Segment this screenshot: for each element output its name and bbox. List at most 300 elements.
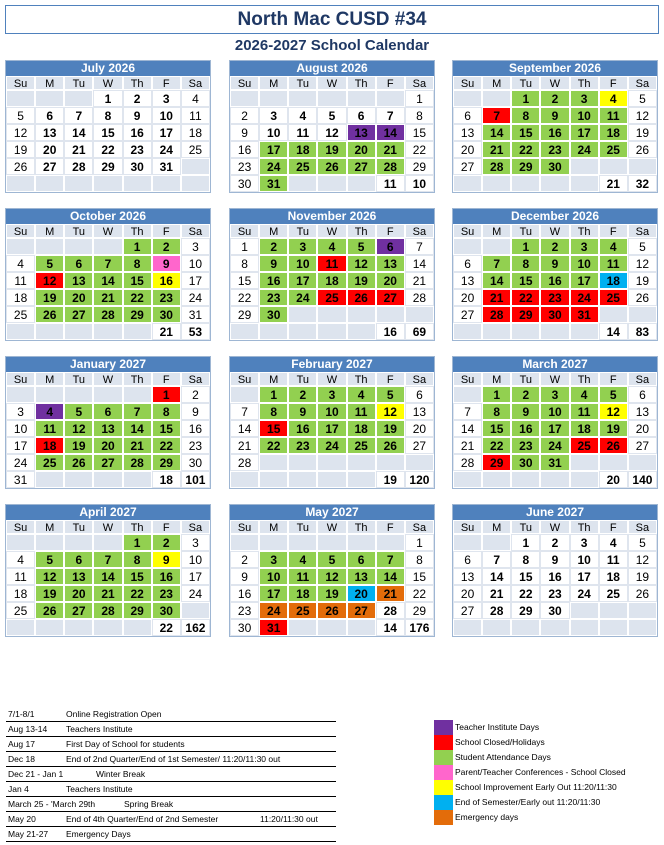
day-cell: 4 [181,90,210,107]
note-text: Online Registration Open [66,709,162,719]
month-calendar [229,356,435,489]
day-cell: 16 [230,141,259,158]
weekday-header: M [259,372,288,386]
day-cell: 23 [540,141,569,158]
day-cell: 16 [511,420,540,437]
day-cell: 28 [230,454,259,471]
day-cell: 25 [6,306,35,323]
day-cell: 26 [628,141,657,158]
day-cell: 26 [35,602,64,619]
weekday-header: W [317,224,346,238]
empty-cell [599,158,628,175]
month-grid [230,520,434,636]
weekday-header: M [259,224,288,238]
empty-cell [181,175,210,192]
day-cell: 7 [93,255,122,272]
legend-label: Emergency days [455,812,519,822]
day-cell: 15 [482,420,511,437]
weekday-header: Tu [511,76,540,90]
empty-cell [230,471,259,488]
day-cell: 8 [259,403,288,420]
day-cell: 7 [482,107,511,124]
day-cell: 13 [376,255,405,272]
note-date: March 25 - 'March 29th [8,799,96,809]
empty-cell [482,238,511,255]
day-cell: 14 [482,568,511,585]
day-cell: 21 [453,437,482,454]
weekday-header: Th [570,520,599,534]
day-cell: 25 [6,602,35,619]
empty-cell [317,306,346,323]
note-date: 7/1-8/1 [8,709,35,719]
empty-cell [123,619,152,636]
empty-cell [230,386,259,403]
weekday-header: Sa [405,520,434,534]
empty-cell [599,454,628,471]
note-date: May 21-27 [8,829,49,839]
day-cell: 16 [123,124,152,141]
legend-swatch [434,735,453,750]
weekday-header: M [482,520,511,534]
day-cell: 8 [152,403,181,420]
weekday-header: W [317,372,346,386]
day-cell: 12 [6,124,35,141]
weekday-header: Su [230,520,259,534]
empty-cell [540,471,569,488]
empty-cell [288,534,317,551]
month-calendar [5,60,211,193]
weekday-header: M [35,372,64,386]
day-cell: 4 [599,90,628,107]
empty-cell [6,323,35,340]
day-cell: 20 [453,585,482,602]
empty-cell [405,306,434,323]
day-cell: 29 [511,306,540,323]
day-cell: 11 [347,403,376,420]
weekday-header: Tu [288,520,317,534]
weekday-header: Th [570,76,599,90]
day-cell: 6 [347,551,376,568]
day-cell: 11 [6,568,35,585]
day-cell: 7 [376,107,405,124]
empty-cell [453,471,482,488]
empty-cell [599,619,628,636]
month-grid [6,372,210,488]
day-cell: 23 [181,437,210,454]
day-cell: 6 [628,386,657,403]
day-cell: 1 [405,90,434,107]
day-cell: 13 [347,124,376,141]
note-row [6,797,336,812]
day-cell: 27 [453,158,482,175]
day-cell: 25 [181,141,210,158]
day-cell: 4 [570,386,599,403]
month-grid [453,520,657,636]
day-cell: 25 [570,437,599,454]
month-calendar [5,504,211,637]
day-cell: 3 [570,238,599,255]
day-cell: 11 [35,420,64,437]
day-cell: 10 [540,403,569,420]
day-cell: 31 [181,306,210,323]
day-cell: 16 [152,272,181,289]
day-cell: 30 [230,175,259,192]
day-cell: 22 [230,289,259,306]
day-cell: 1 [511,238,540,255]
weekday-header: Th [570,372,599,386]
legend-label: End of Semester/Early out 11:20/11:30 [455,797,601,807]
day-cell: 9 [152,551,181,568]
day-cell: 18 [599,568,628,585]
note-row [6,812,336,827]
empty-cell [6,386,35,403]
day-cell: 14 [93,568,122,585]
day-cell: 23 [123,141,152,158]
day-cell: 27 [405,437,434,454]
day-cell: 16 [181,420,210,437]
day-cell: 12 [376,403,405,420]
day-cell: 12 [599,403,628,420]
day-cell: 15 [405,124,434,141]
empty-cell [453,175,482,192]
day-cell: 31 [152,158,181,175]
day-cell: 19 [317,585,346,602]
day-cell: 6 [453,255,482,272]
day-cell: 8 [511,551,540,568]
day-cell: 8 [123,551,152,568]
empty-cell [317,534,346,551]
day-cell: 23 [230,158,259,175]
legend-swatch [434,720,453,735]
legend-label: Student Attendance Days [455,752,551,762]
empty-cell [570,323,599,340]
day-cell: 18 [6,585,35,602]
empty-cell [64,471,93,488]
day-cell: 20 [347,141,376,158]
month-grid [230,76,434,192]
day-cell: 14 [453,420,482,437]
day-cell: 13 [453,124,482,141]
day-cell: 2 [540,238,569,255]
day-cell: 11 [317,255,346,272]
day-cell: 18 [347,420,376,437]
day-cell: 19 [35,289,64,306]
day-cell: 21 [64,141,93,158]
empty-cell [347,619,376,636]
day-cell: 14 [93,272,122,289]
legend-item [434,780,660,795]
day-cell: 8 [405,551,434,568]
weekday-header: F [599,76,628,90]
day-cell: 25 [599,289,628,306]
legend-label: Teacher Institute Days [455,722,540,732]
empty-cell [540,619,569,636]
empty-cell [599,306,628,323]
day-cell: 4 [35,403,64,420]
day-cell: 24 [181,289,210,306]
calendar-title: North Mac CUSD #34 [5,5,659,34]
note-text: End of 2nd Quarter/End of 1st Semester/ 11:20/11:30 out [66,754,281,764]
day-cell: 12 [317,568,346,585]
day-cell: 20 [376,272,405,289]
empty-cell [482,323,511,340]
day-cell: 13 [453,568,482,585]
empty-cell [35,323,64,340]
month-calendar [229,208,435,341]
day-cell: 5 [628,238,657,255]
day-cell: 6 [405,386,434,403]
empty-cell [181,158,210,175]
day-cell: 24 [317,437,346,454]
month-days-count: 19 [376,471,405,488]
legend-label: School Improvement Early Out 11:20/11:30 [455,782,617,792]
month-days-count: 20 [599,471,628,488]
empty-cell [453,90,482,107]
note-text: End of 4th Quarter/End of 2nd Semester [66,814,219,824]
empty-cell [405,454,434,471]
day-cell: 27 [64,306,93,323]
day-cell: 26 [35,306,64,323]
note-row [6,722,336,737]
day-cell: 7 [482,551,511,568]
day-cell: 13 [347,568,376,585]
month-grid [453,224,657,340]
month-days-count: 14 [599,323,628,340]
day-cell: 4 [6,255,35,272]
weekday-header: F [376,372,405,386]
legend-item [434,720,660,735]
day-cell: 22 [123,585,152,602]
day-cell: 20 [453,141,482,158]
cumulative-days-count: 140 [628,471,657,488]
day-cell: 5 [628,90,657,107]
empty-cell [288,619,317,636]
day-cell: 6 [64,551,93,568]
weekday-header: M [35,520,64,534]
note-row [6,827,336,842]
note-text: Spring Break [124,799,174,809]
weekday-header: W [540,76,569,90]
legend-item [434,810,660,825]
day-cell: 5 [317,107,346,124]
day-cell: 18 [599,272,628,289]
day-cell: 1 [482,386,511,403]
day-cell: 27 [64,602,93,619]
weekday-header: Sa [405,224,434,238]
weekday-header: F [152,76,181,90]
day-cell: 17 [259,141,288,158]
weekday-header: M [482,224,511,238]
day-cell: 27 [347,158,376,175]
day-cell: 22 [511,289,540,306]
day-cell: 25 [347,437,376,454]
month-calendar [229,504,435,637]
day-cell: 27 [453,602,482,619]
day-cell: 25 [317,289,346,306]
day-cell: 28 [64,158,93,175]
empty-cell [230,534,259,551]
empty-cell [64,534,93,551]
empty-cell [93,386,122,403]
weekday-header: Su [453,76,482,90]
empty-cell [482,619,511,636]
cumulative-days-count: 162 [181,619,210,636]
day-cell: 2 [540,90,569,107]
weekday-header: Tu [511,520,540,534]
weekday-header: Su [6,224,35,238]
month-title: March 2027 [453,357,657,372]
cumulative-days-count: 69 [405,323,434,340]
day-cell: 26 [599,437,628,454]
empty-cell [64,90,93,107]
day-cell: 25 [599,585,628,602]
empty-cell [123,323,152,340]
day-cell: 5 [35,551,64,568]
day-cell: 15 [123,272,152,289]
day-cell: 15 [511,272,540,289]
month-grid [6,76,210,192]
day-cell: 30 [152,306,181,323]
day-cell: 30 [540,158,569,175]
day-cell: 2 [511,386,540,403]
day-cell: 20 [347,585,376,602]
month-grid [6,224,210,340]
note-text: Emergency Days [66,829,131,839]
empty-cell [376,454,405,471]
weekday-header: Tu [64,224,93,238]
weekday-header: F [599,224,628,238]
day-cell: 24 [152,141,181,158]
day-cell: 9 [540,255,569,272]
day-cell: 1 [405,534,434,551]
empty-cell [482,471,511,488]
day-cell: 20 [628,420,657,437]
month-grid [230,224,434,340]
day-cell: 16 [540,568,569,585]
day-cell: 3 [152,90,181,107]
day-cell: 16 [288,420,317,437]
month-days-count: 21 [152,323,181,340]
day-cell: 20 [64,289,93,306]
weekday-header: Th [123,76,152,90]
day-cell: 16 [230,585,259,602]
month-calendar [452,208,658,341]
empty-cell [259,534,288,551]
empty-cell [123,175,152,192]
day-cell: 17 [570,272,599,289]
weekday-header: Su [230,372,259,386]
day-cell: 28 [376,602,405,619]
day-cell: 4 [599,238,628,255]
empty-cell [93,323,122,340]
day-cell: 22 [123,289,152,306]
empty-cell [123,471,152,488]
day-cell: 21 [93,289,122,306]
month-title: April 2027 [6,505,210,520]
day-cell: 16 [152,568,181,585]
empty-cell [6,534,35,551]
note-date: May 20 [8,814,36,824]
day-cell: 10 [181,255,210,272]
note-date: Aug 13-14 [8,724,48,734]
legend-swatch [434,780,453,795]
day-cell: 28 [405,289,434,306]
weekday-header: M [259,76,288,90]
day-cell: 24 [6,454,35,471]
empty-cell [347,323,376,340]
empty-cell [511,471,540,488]
month-calendar [452,356,658,489]
day-cell: 18 [288,141,317,158]
day-cell: 7 [230,403,259,420]
day-cell: 21 [482,289,511,306]
day-cell: 17 [570,124,599,141]
day-cell: 3 [540,386,569,403]
day-cell: 1 [123,534,152,551]
day-cell: 3 [6,403,35,420]
empty-cell [288,90,317,107]
day-cell: 23 [511,437,540,454]
weekday-header: Sa [405,372,434,386]
month-grid [230,372,434,488]
day-cell: 29 [405,602,434,619]
day-cell: 10 [570,255,599,272]
legend-label: School Closed/Holidays [455,737,545,747]
month-title: October 2026 [6,209,210,224]
empty-cell [453,386,482,403]
day-cell: 27 [347,602,376,619]
empty-cell [317,454,346,471]
day-cell: 22 [152,437,181,454]
weekday-header: Sa [181,76,210,90]
day-cell: 21 [93,585,122,602]
legend-item [434,735,660,750]
empty-cell [93,534,122,551]
day-cell: 28 [123,454,152,471]
day-cell: 19 [35,585,64,602]
weekday-header: Th [347,372,376,386]
day-cell: 2 [259,238,288,255]
note-text: Winter Break [96,769,146,779]
day-cell: 1 [259,386,288,403]
empty-cell [64,175,93,192]
day-cell: 4 [288,107,317,124]
day-cell: 4 [6,551,35,568]
day-cell: 6 [453,107,482,124]
day-cell: 31 [540,454,569,471]
empty-cell [35,534,64,551]
day-cell: 30 [123,158,152,175]
weekday-header: W [540,224,569,238]
day-cell: 19 [64,437,93,454]
day-cell: 23 [540,289,569,306]
weekday-header: W [93,372,122,386]
empty-cell [93,471,122,488]
day-cell: 21 [405,272,434,289]
day-cell: 11 [181,107,210,124]
day-cell: 24 [259,602,288,619]
day-cell: 1 [230,238,259,255]
day-cell: 17 [152,124,181,141]
day-cell: 2 [152,534,181,551]
day-cell: 28 [93,602,122,619]
day-cell: 22 [405,585,434,602]
day-cell: 9 [540,551,569,568]
day-cell: 9 [123,107,152,124]
notes-list [6,707,336,842]
empty-cell [64,386,93,403]
day-cell: 13 [628,403,657,420]
